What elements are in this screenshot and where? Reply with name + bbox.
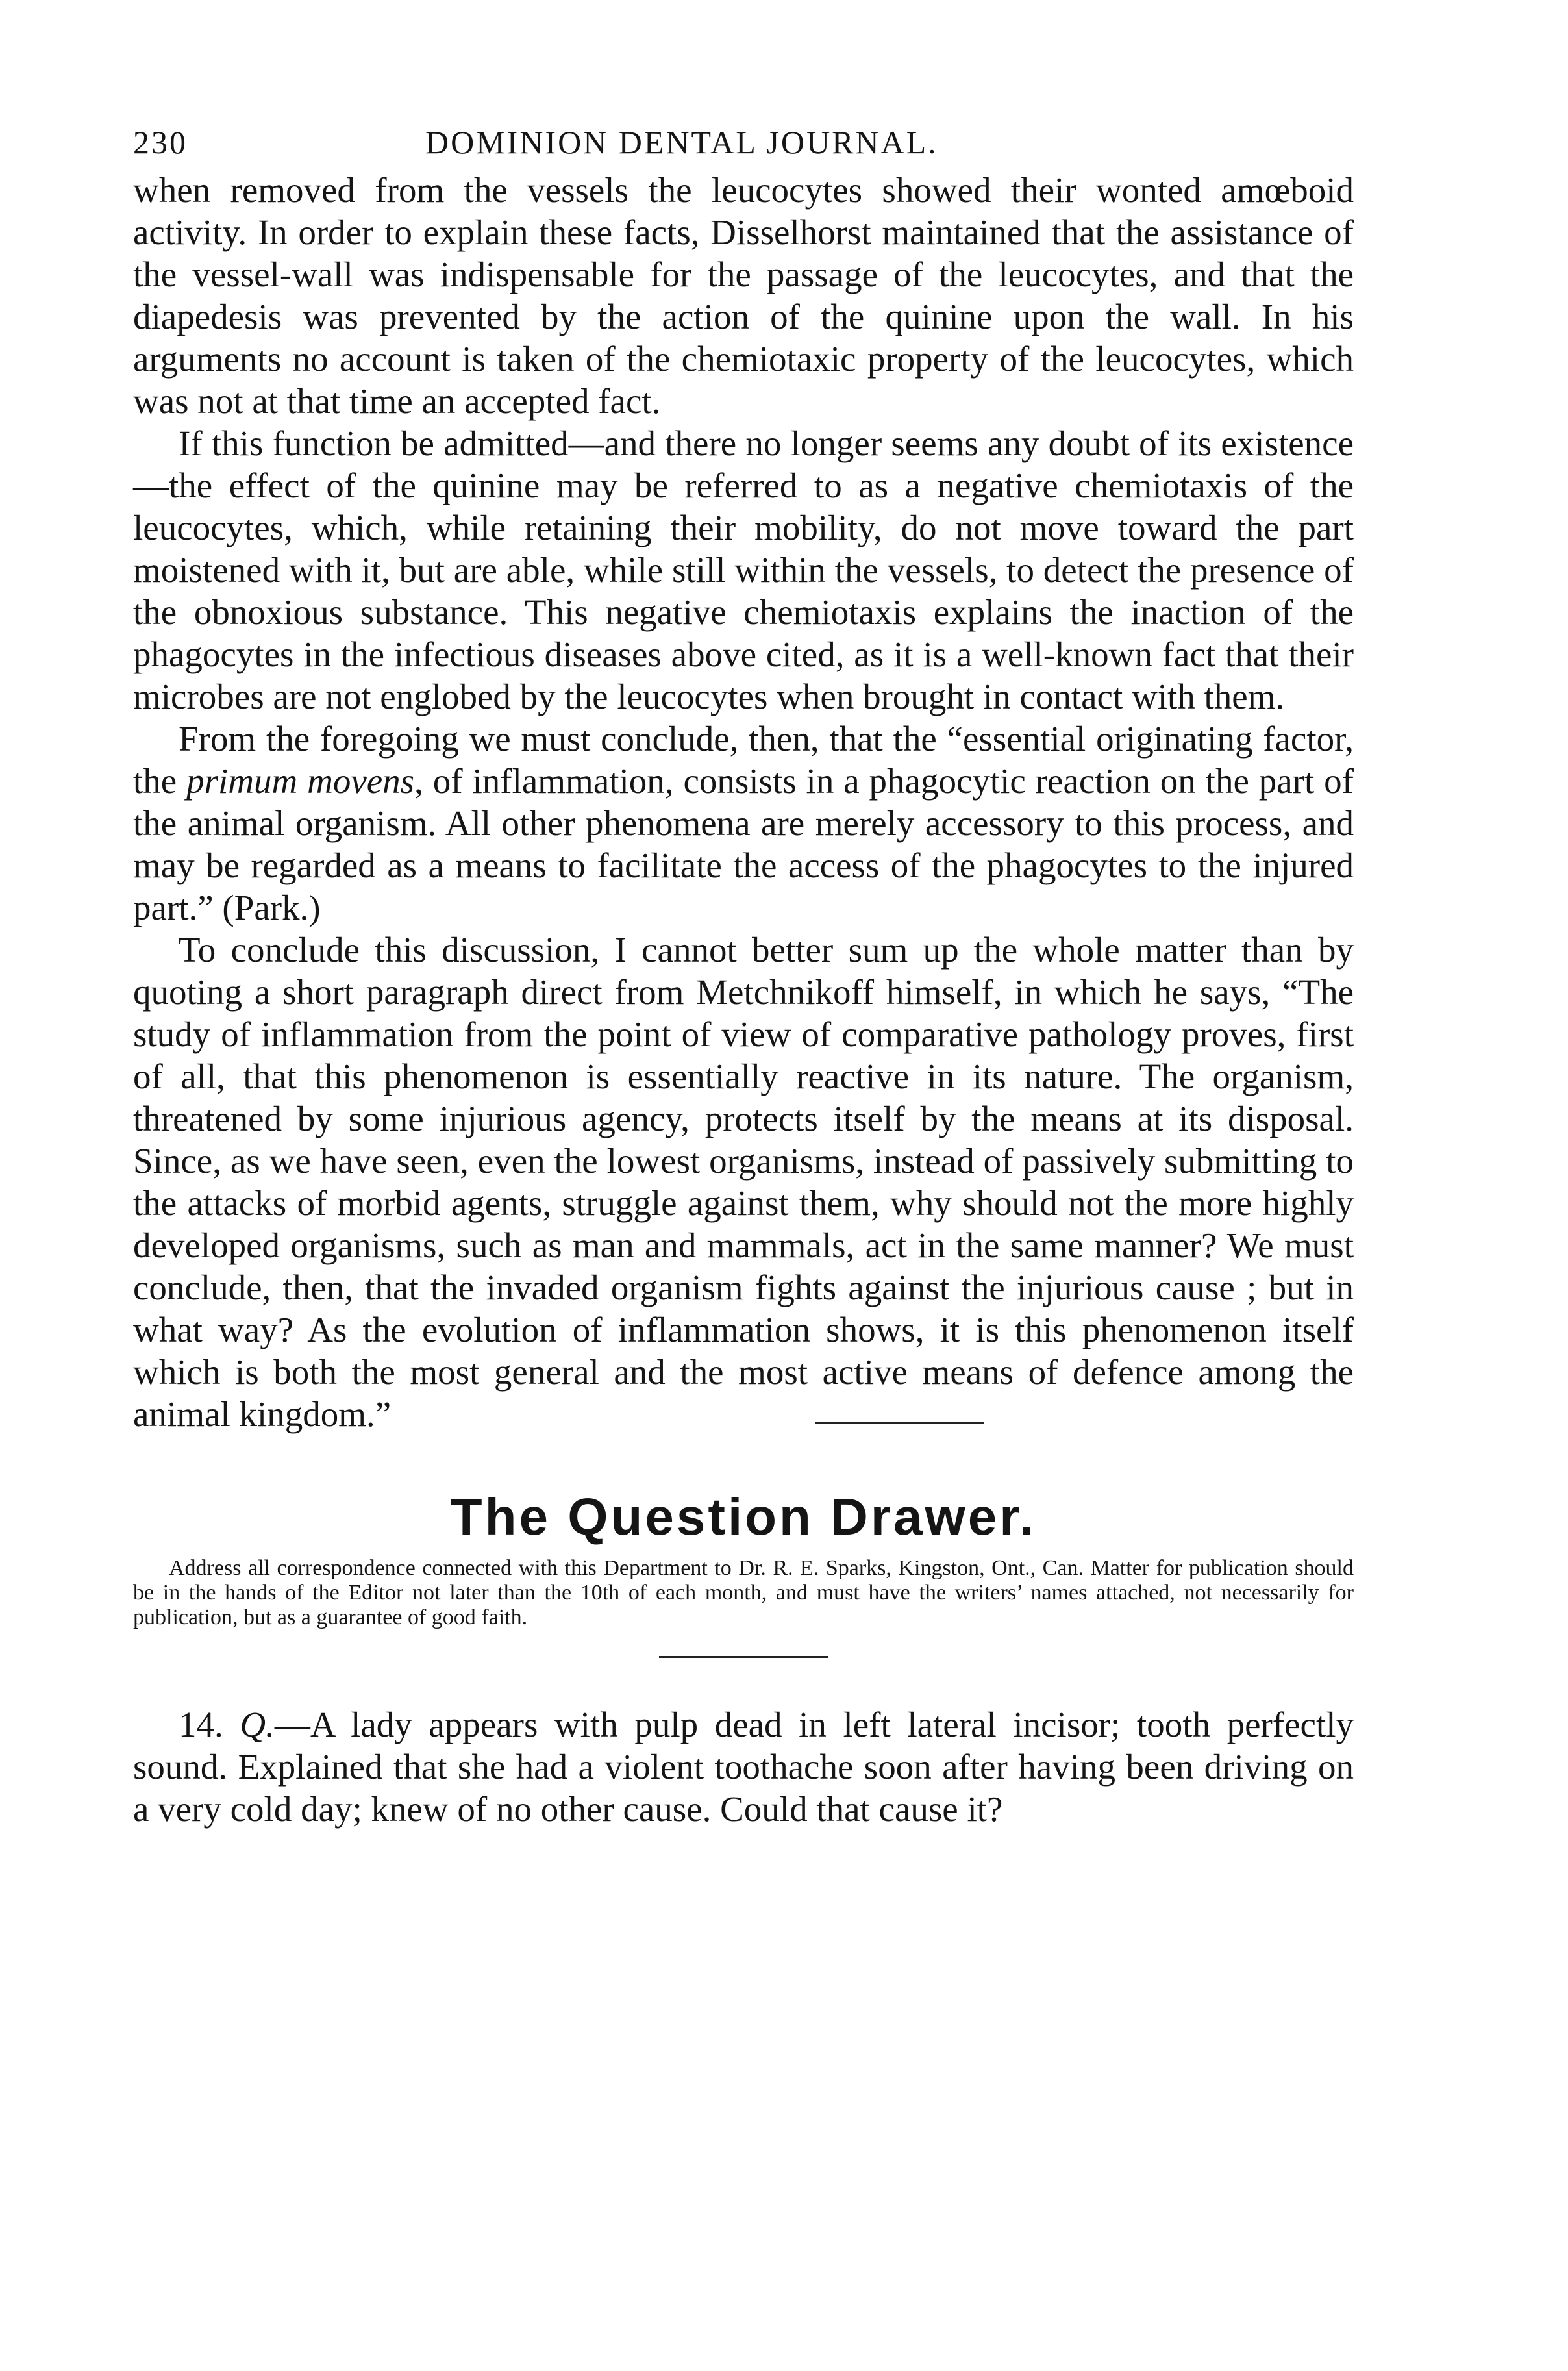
- closing-quote-block: [133, 929, 1354, 1435]
- paragraph-3-text-b: , of inflammation, consists in a phagocytic reaction on the part of the animal organism. All other phenomena are merely accessory to this process, and may be regarded as a means to facilitate the access of the phagocytes to the injured part.” (Park.): [133, 761, 1354, 927]
- end-of-article-rule: [815, 1422, 984, 1424]
- paragraph-1: when removed from the vessels the leucocytes showed their wonted amœboid activity. In order to explain these facts, Disselhorst maintained that the assistance of the vessel-wall was indispensable for the passage of the leucocytes, and that the diapedesis was prevented by the action of the quinine upon the wall. In his arguments no account is taken of the chemiotaxic property of the leucocytes, which was not at that time an accepted fact.: [133, 170, 1354, 421]
- journal-page: [133, 123, 1354, 1830]
- running-head: [133, 123, 1354, 169]
- section-divider: [659, 1656, 828, 1658]
- article-body: [133, 169, 1354, 1435]
- section-note: Address all correspondence connected with this Department to Dr. R. E. Sparks, Kingston, Ont., Can. Matter for publication should be in the hands of the Editor not later than the 10th of each month, and must have the writers’ names attached, not necessarily for publication, but as a guarantee of good faith.: [133, 1556, 1354, 1629]
- page-number: 230: [133, 124, 188, 160]
- question-letter: Q.: [240, 1705, 275, 1744]
- paragraph-2: If this function be admitted—and there no longer seems any doubt of its existence—the effect of the quinine may be referred to as a negative chemiotaxis of the leucocytes, which, while retaining their mobility, do not move toward the part moistened with it, but are able, while still within the vessels, to detect the presence of the obnoxious substance. This negative chemiotaxis explains the inaction of the phagocytes in the infectious diseases above cited, as it is a well-known fact that their microbes are not englobed by the leucocytes when brought in contact with them.: [133, 423, 1354, 716]
- paragraph-3-text-a: From the foregoing we must conclude, then, that the “essential originating factor, the: [133, 719, 1354, 801]
- latin-phrase: primum movens: [186, 761, 415, 801]
- question-item: [133, 1703, 1354, 1830]
- section-title: The Question Drawer.: [450, 1488, 1037, 1546]
- question-number: 14.: [179, 1705, 223, 1744]
- journal-title: DOMINION DENTAL JOURNAL.: [425, 124, 938, 160]
- paragraph-3: [133, 718, 1354, 929]
- question-text: —A lady appears with pulp dead in left lateral incisor; tooth perfectly sound. Explained that she had a violent toothache soon after having been driving on a very cold day; knew of no other cause. Could that cause it?: [133, 1705, 1354, 1829]
- paragraph-4: To conclude this discussion, I cannot better sum up the whole matter than by quoting a short paragraph direct from Metchnikoff himself, in which he says, “The study of inflammation from the point of view of comparative pathology proves, first of all, that this phenomenon is essentially reactive in its nature. The organism, threatened by some injurious agency, protects itself by the means at its disposal. Since, as we have seen, even the lowest organisms, instead of passively submitting to the attacks of morbid agents, struggle against them, why should not the more highly developed organisms, such as man and mammals, act in the same manner? We must conclude, then, that the invaded organism fights against the injurious cause ; but in what way? As the evolution of inflammation shows, it is this phenomenon itself which is both the most general and the most active means of defence among the animal kingdom.”: [133, 930, 1354, 1434]
